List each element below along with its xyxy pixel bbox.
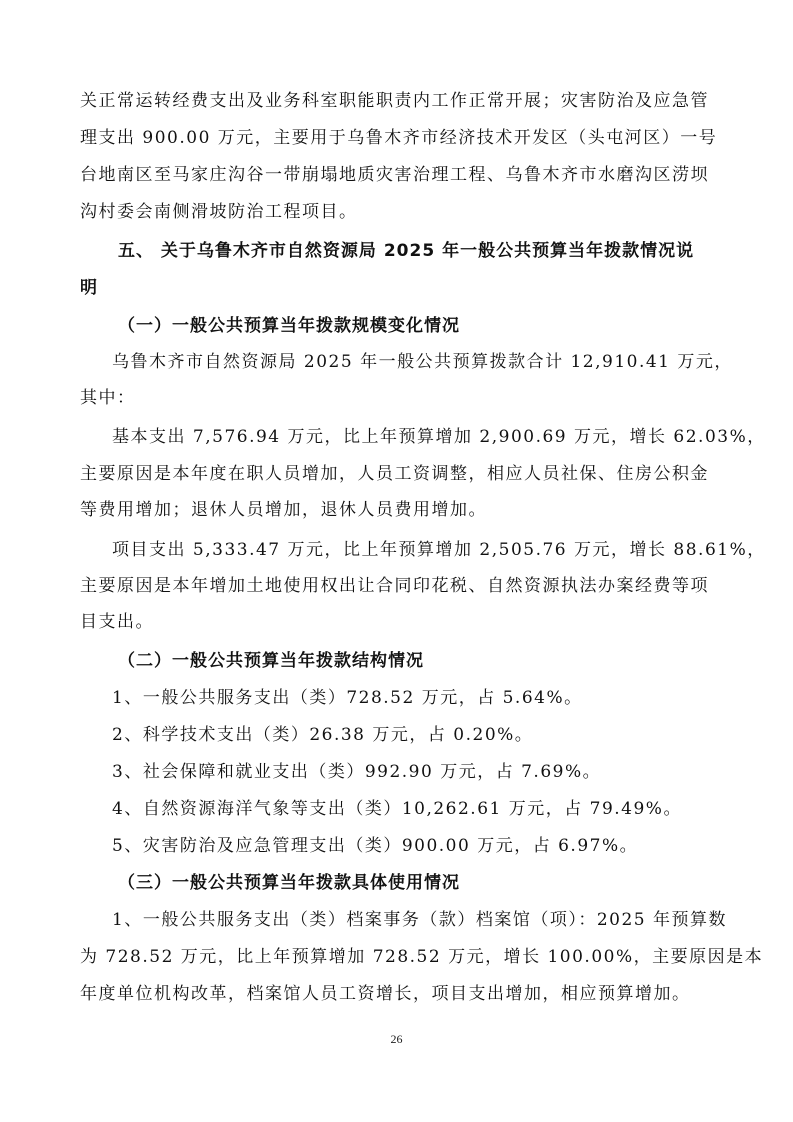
paragraph-line: 沟村委会南侧滑坡防治工程项目。 <box>80 202 358 222</box>
list-item: 5、灾害防治及应急管理支出（类）900.00 万元，占 6.97%。 <box>112 836 639 856</box>
paragraph-line: 1、一般公共服务支出（类）档案事务（款）档案馆（项）：2025 年预算数 <box>112 910 727 930</box>
paragraph-line: 关正常运转经费支出及业务科室职能职责内工作正常开展；灾害防治及应急管 <box>80 91 709 111</box>
paragraph-line: 其中： <box>80 388 136 408</box>
list-item: 4、自然资源海洋气象等支出（类）10,262.61 万元，占 79.49%。 <box>112 799 682 819</box>
paragraph-line: 乌鲁木齐市自然资源局 2025 年一般公共预算拨款合计 12,910.41 万元， <box>112 352 733 372</box>
page-number: 26 <box>390 1032 403 1046</box>
section-heading: 五、 关于乌鲁木齐市自然资源局 2025 年一般公共预算当年拨款情况说 <box>118 241 695 261</box>
paragraph-line: 主要原因是本年增加土地使用权出让合同印花税、自然资源执法办案经费等项 <box>80 576 709 596</box>
list-item: 3、社会保障和就业支出（类）992.90 万元，占 7.69%。 <box>112 762 602 782</box>
paragraph-line: 主要原因是本年度在职人员增加，人员工资调整，相应人员社保、住房公积金 <box>80 464 709 484</box>
subsection-heading: （三）一般公共预算当年拨款具体使用情况 <box>118 873 460 893</box>
paragraph-line: 目支出。 <box>80 612 154 632</box>
paragraph-line: 理支出 900.00 万元，主要用于乌鲁木齐市经济技术开发区（头屯河区）一号 <box>80 128 718 148</box>
paragraph-line: 项目支出 5,333.47 万元，比上年预算增加 2,505.76 万元，增长 88.61%， <box>112 540 766 560</box>
paragraph-line: 等费用增加；退休人员增加，退休人员费用增加。 <box>80 500 487 520</box>
subsection-heading: （一）一般公共预算当年拨款规模变化情况 <box>118 316 460 336</box>
section-heading-continued: 明 <box>80 278 99 298</box>
list-item: 1、一般公共服务支出（类）728.52 万元，占 5.64%。 <box>112 688 583 708</box>
paragraph-line: 台地南区至马家庄沟谷一带崩塌地质灾害治理工程、乌鲁木齐市水磨沟区涝坝 <box>80 165 709 185</box>
subsection-heading: （二）一般公共预算当年拨款结构情况 <box>118 651 424 671</box>
list-item: 2、科学技术支出（类）26.38 万元，占 0.20%。 <box>112 725 534 745</box>
paragraph-line: 年度单位机构改革，档案馆人员工资增长，项目支出增加，相应预算增加。 <box>80 984 691 1004</box>
paragraph-line: 基本支出 7,576.94 万元，比上年预算增加 2,900.69 万元，增长 62.03%， <box>112 427 766 447</box>
paragraph-line: 为 728.52 万元，比上年预算增加 728.52 万元，增长 100.00%，主要原因是本 <box>80 947 764 967</box>
